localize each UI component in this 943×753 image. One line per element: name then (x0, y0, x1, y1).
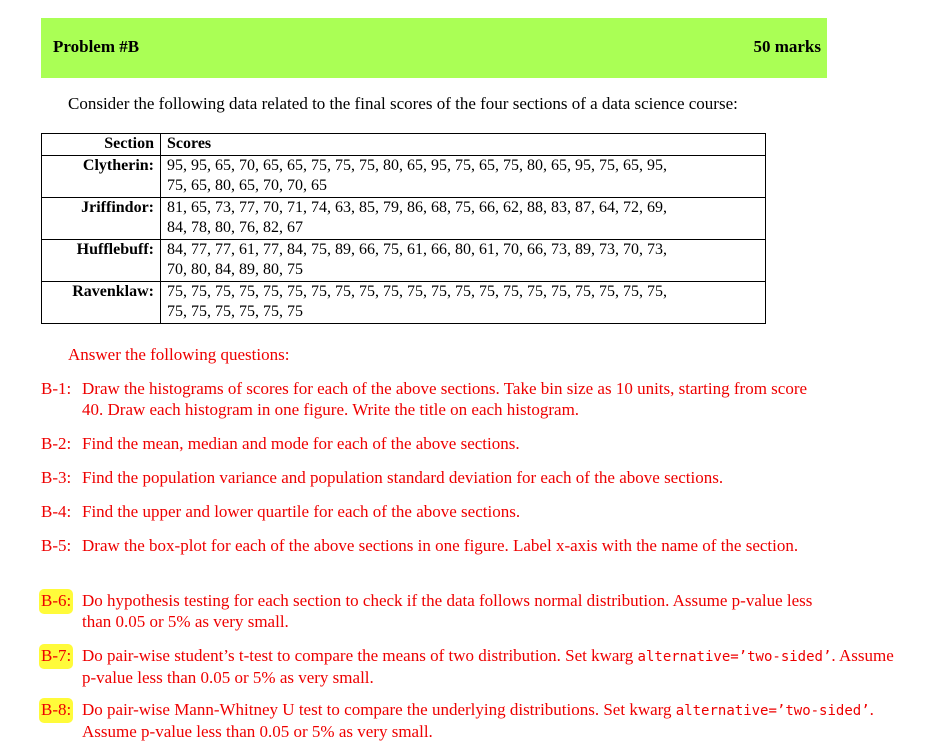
question-text: Draw the histograms of scores for each of the above sections. Take bin size as 10 units, starting from score 40. Draw each histogram in one figure. Write the title on each histogram. (82, 379, 808, 419)
question-text (82, 646, 901, 688)
table-row (42, 155, 766, 197)
question-text: Draw the box-plot for each of the above sections in one figure. Label x-axis with the name of the section. (82, 536, 799, 555)
scores-line: 75, 75, 75, 75, 75, 75, 75, 75, 75, 75, 75, 75, 75, 75, 75, 75, 75, 75, 75, 75, 75, (167, 282, 667, 300)
question-text-part: Do pair-wise Mann-Whitney U test to compare the underlying distributions. Set kwarg (82, 700, 672, 719)
question-b8 (41, 700, 901, 742)
scores-line: 70, 80, 84, 89, 80, 75 (167, 261, 303, 278)
section-scores (161, 197, 766, 239)
scores-line: 95, 95, 65, 70, 65, 65, 75, 75, 75, 80, 65, 95, 75, 65, 75, 80, 65, 95, 75, 65, 95, (167, 156, 667, 174)
question-text: Find the population variance and population standard deviation for each of the above sections. (82, 468, 724, 487)
problem-header (41, 18, 827, 78)
table-row (42, 239, 766, 281)
question-label: B-2: (41, 434, 72, 453)
question-text-part: Do pair-wise student’s t-test to compare the means of two distribution. Set kwarg (82, 646, 634, 665)
section-name: Hufflebuff: (42, 239, 161, 281)
table-row (42, 281, 766, 323)
question-b3 (41, 468, 831, 489)
problem-marks: 50 marks (753, 37, 821, 56)
question-text: Do hypothesis testing for each section to check if the data follows normal distribution. Assume p-value less than 0.05 or 5% as very small. (82, 591, 813, 631)
section-name: Ravenklaw: (42, 281, 161, 323)
question-text-part: . Assume p-value less than 0.05 or 5% as very small. (82, 646, 894, 687)
code-kwarg: alternative=’two-sided’ (675, 703, 870, 719)
intro-text: Consider the following data related to the final scores of the four sections of a data science course: (68, 94, 738, 113)
section-name: Jriffindor: (42, 197, 161, 239)
question-b1 (41, 379, 831, 420)
question-b2 (41, 434, 831, 455)
code-kwarg: alternative=’two-sided’ (637, 649, 832, 665)
scores-line: 75, 75, 75, 75, 75, 75 (167, 303, 303, 320)
question-label: B-7: (41, 646, 72, 665)
question-text: Find the upper and lower quartile for each of the above sections. (82, 502, 521, 521)
question-label: B-4: (41, 502, 72, 521)
question-text-part: . Assume p-value less than 0.05 or 5% as very small. (82, 700, 874, 741)
question-label: B-8: (41, 700, 72, 719)
question-label: B-3: (41, 468, 72, 487)
section-scores (161, 281, 766, 323)
question-label: B-5: (41, 536, 72, 555)
section-scores (161, 239, 766, 281)
scores-line: 84, 78, 80, 76, 82, 67 (167, 219, 303, 236)
question-label: B-6: (41, 591, 72, 610)
question-b7 (41, 646, 901, 688)
question-text: Find the mean, median and mode for each of the above sections. (82, 434, 520, 453)
table-row (42, 197, 766, 239)
scores-line: 84, 77, 77, 61, 77, 84, 75, 89, 66, 75, 61, 66, 80, 61, 70, 66, 73, 89, 73, 70, 73, (167, 240, 667, 258)
answer-intro: Answer the following questions: (68, 345, 290, 364)
scores-table (41, 133, 766, 324)
scores-line: 81, 65, 73, 77, 70, 71, 74, 63, 85, 79, 86, 68, 75, 66, 62, 88, 83, 87, 64, 72, 69, (167, 198, 667, 216)
table-header-row (42, 134, 766, 156)
scores-line: 75, 65, 80, 65, 70, 70, 65 (167, 177, 327, 194)
column-header-section: Section (42, 134, 161, 156)
question-b4 (41, 502, 831, 523)
section-name: Clytherin: (42, 155, 161, 197)
question-b6 (41, 591, 831, 632)
section-scores (161, 155, 766, 197)
question-b5 (41, 536, 831, 557)
problem-title: Problem #B (53, 37, 140, 56)
column-header-scores: Scores (161, 134, 766, 156)
question-label: B-1: (41, 379, 72, 398)
question-text (82, 700, 901, 742)
